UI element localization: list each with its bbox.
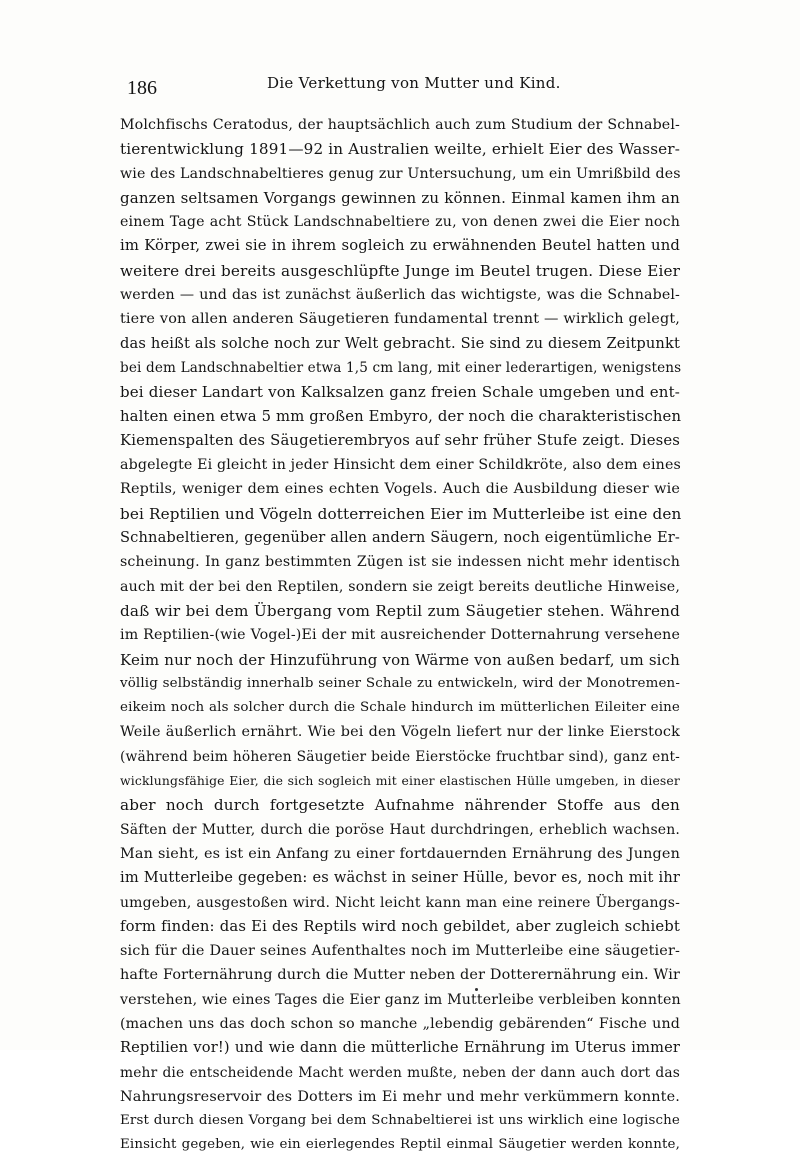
text-line: Weile äußerlich ernährt. Wie bei den Vögeln liefert nur der linke Eierstock (120, 724, 680, 741)
text-line: Nahrungsreservoir des Dotters im Ei mehr und mehr verkümmern konnte. (120, 1088, 680, 1105)
text-line: Reptilien vor!) und wie dann die mütterliche Ernährung im Uterus immer (120, 1039, 680, 1057)
text-line: völlig selbständig innerhalb seiner Schale zu entwickeln, wird der Monotremen- (120, 675, 680, 691)
text-line: umgeben, ausgestoßen wird. Nicht leicht kann man eine reinere Übergangs- (120, 894, 680, 911)
text-line: wicklungsfähige Eier, die sich sogleich mit einer elastischen Hülle umgeben, in dieser (120, 773, 680, 789)
running-title: Die Verkettung von Mutter und Kind. (267, 74, 561, 92)
text-line: im Mutterleibe gegeben: es wächst in seiner Hülle, bevor es, noch mit ihr (120, 869, 680, 887)
text-line: bei Reptilien und Vögeln dotterreichen Eier im Mutterleibe ist eine den (120, 504, 682, 523)
text-line: Reptils, weniger dem eines echten Vogels. Auch die Ausbildung dieser wie (120, 481, 680, 498)
text-line: halten einen etwa 5 mm großen Embyro, der noch die charakteristischen (120, 407, 682, 425)
text-line: ganzen seltsamen Vorgangs gewinnen zu können. Einmal kamen ihm an (120, 188, 680, 207)
text-line: das heißt als solche noch zur Welt gebracht. Sie sind zu diesem Zeitpunkt (120, 334, 680, 352)
text-line: bei dieser Landart von Kalksalzen ganz freien Schale umgeben und ent- (120, 383, 680, 402)
text-line: bei dem Landschnabeltier etwa 1,5 cm lang, mit einer lederartigen, wenigstens (120, 359, 682, 376)
text-line: sich für die Dauer seines Aufenthaltes noch im Mutterleibe eine säugetier- (120, 943, 680, 960)
text-line: aber noch durch fortgesetzte Aufnahme nährender Stoffe aus den (120, 796, 680, 815)
ink-speck (475, 988, 478, 991)
text-line: Keim nur noch der Hinzuführung von Wärme von außen bedarf, um sich (120, 650, 680, 669)
text-line: (während beim höheren Säugetier beide Eierstöcke fruchtbar sind), ganz ent- (120, 748, 680, 765)
page-header (127, 73, 674, 103)
text-line: Säften der Mutter, durch die poröse Haut durchdringen, erheblich wachsen. (120, 821, 680, 838)
text-line: Einsicht gegeben, wie ein eierlegendes Reptil einmal Säugetier werden konnte, (120, 1137, 680, 1153)
text-line: mehr die entscheidende Macht werden mußte, neben der dann auch dort das (120, 1064, 680, 1081)
text-line: hafte Forternährung durch die Mutter neben der Dotterernährung ein. Wir (120, 967, 680, 984)
text-line: wie des Landschnabeltieres genug zur Untersuchung, um ein Umrißbild des (120, 165, 681, 182)
text-line: abgelegte Ei gleicht in jeder Hinsicht dem einer Schildkröte, also dem eines (120, 457, 681, 474)
text-line: form finden: das Ei des Reptils wird noch gebildet, aber zugleich schiebt (120, 917, 680, 935)
page-number: 186 (127, 77, 157, 99)
text-line: im Körper, zwei sie in ihrem sogleich zu erwähnenden Beutel hatten und (120, 237, 680, 255)
text-line: weitere drei bereits ausgeschlüpfte Junge im Beutel trugen. Diese Eier (120, 261, 680, 280)
text-line: verstehen, wie eines Tages die Eier ganz im Mutterleibe verbleiben konnten (120, 991, 681, 1008)
text-line: Schnabeltieren, gegenüber allen andern Säugern, noch eigentümliche Er- (120, 529, 680, 547)
text-line: tierentwicklung 1891—92 in Australien weilte, erhielt Eier des Wasser- (120, 140, 680, 159)
text-line: werden — und das ist zunächst äußerlich das wichtigste, was die Schnabel- (120, 287, 680, 304)
text-line: (machen uns das doch schon so manche „lebendig gebärenden“ Fische und (120, 1015, 680, 1032)
text-line: daß wir bei dem Übergang vom Reptil zum Säugetier stehen. Während (120, 601, 680, 620)
text-line: Erst durch diesen Vorgang bei dem Schnabeltierei ist uns wirklich eine logische (120, 1113, 680, 1129)
text-line: Man sieht, es ist ein Anfang zu einer fortdauernden Ernährung des Jungen (120, 845, 680, 862)
text-line: tiere von allen anderen Säugetieren fundamental trennt — wirklich gelegt, (120, 311, 680, 328)
text-line: Kiemenspalten des Säugetierembryos auf sehr früher Stufe zeigt. Dieses (120, 431, 680, 449)
text-line: Molchfischs Ceratodus, der hauptsächlich auch zum Studium der Schnabel- (120, 117, 680, 133)
text-line: einem Tage acht Stück Landschnabeltiere zu, von denen zwei die Eier noch (120, 214, 680, 231)
text-line: eikeim noch als solcher durch die Schale hindurch im mütterlichen Eileiter eine (120, 700, 680, 716)
text-line: auch mit der bei den Reptilen, sondern sie zeigt bereits deutliche Hinweise, (120, 578, 680, 595)
body-text (120, 113, 680, 1158)
text-line: im Reptilien-(wie Vogel-)Ei der mit ausreichender Dotternahrung versehene (120, 627, 680, 644)
text-line: scheinung. In ganz bestimmten Zügen ist sie indessen nicht mehr identisch (120, 554, 680, 571)
